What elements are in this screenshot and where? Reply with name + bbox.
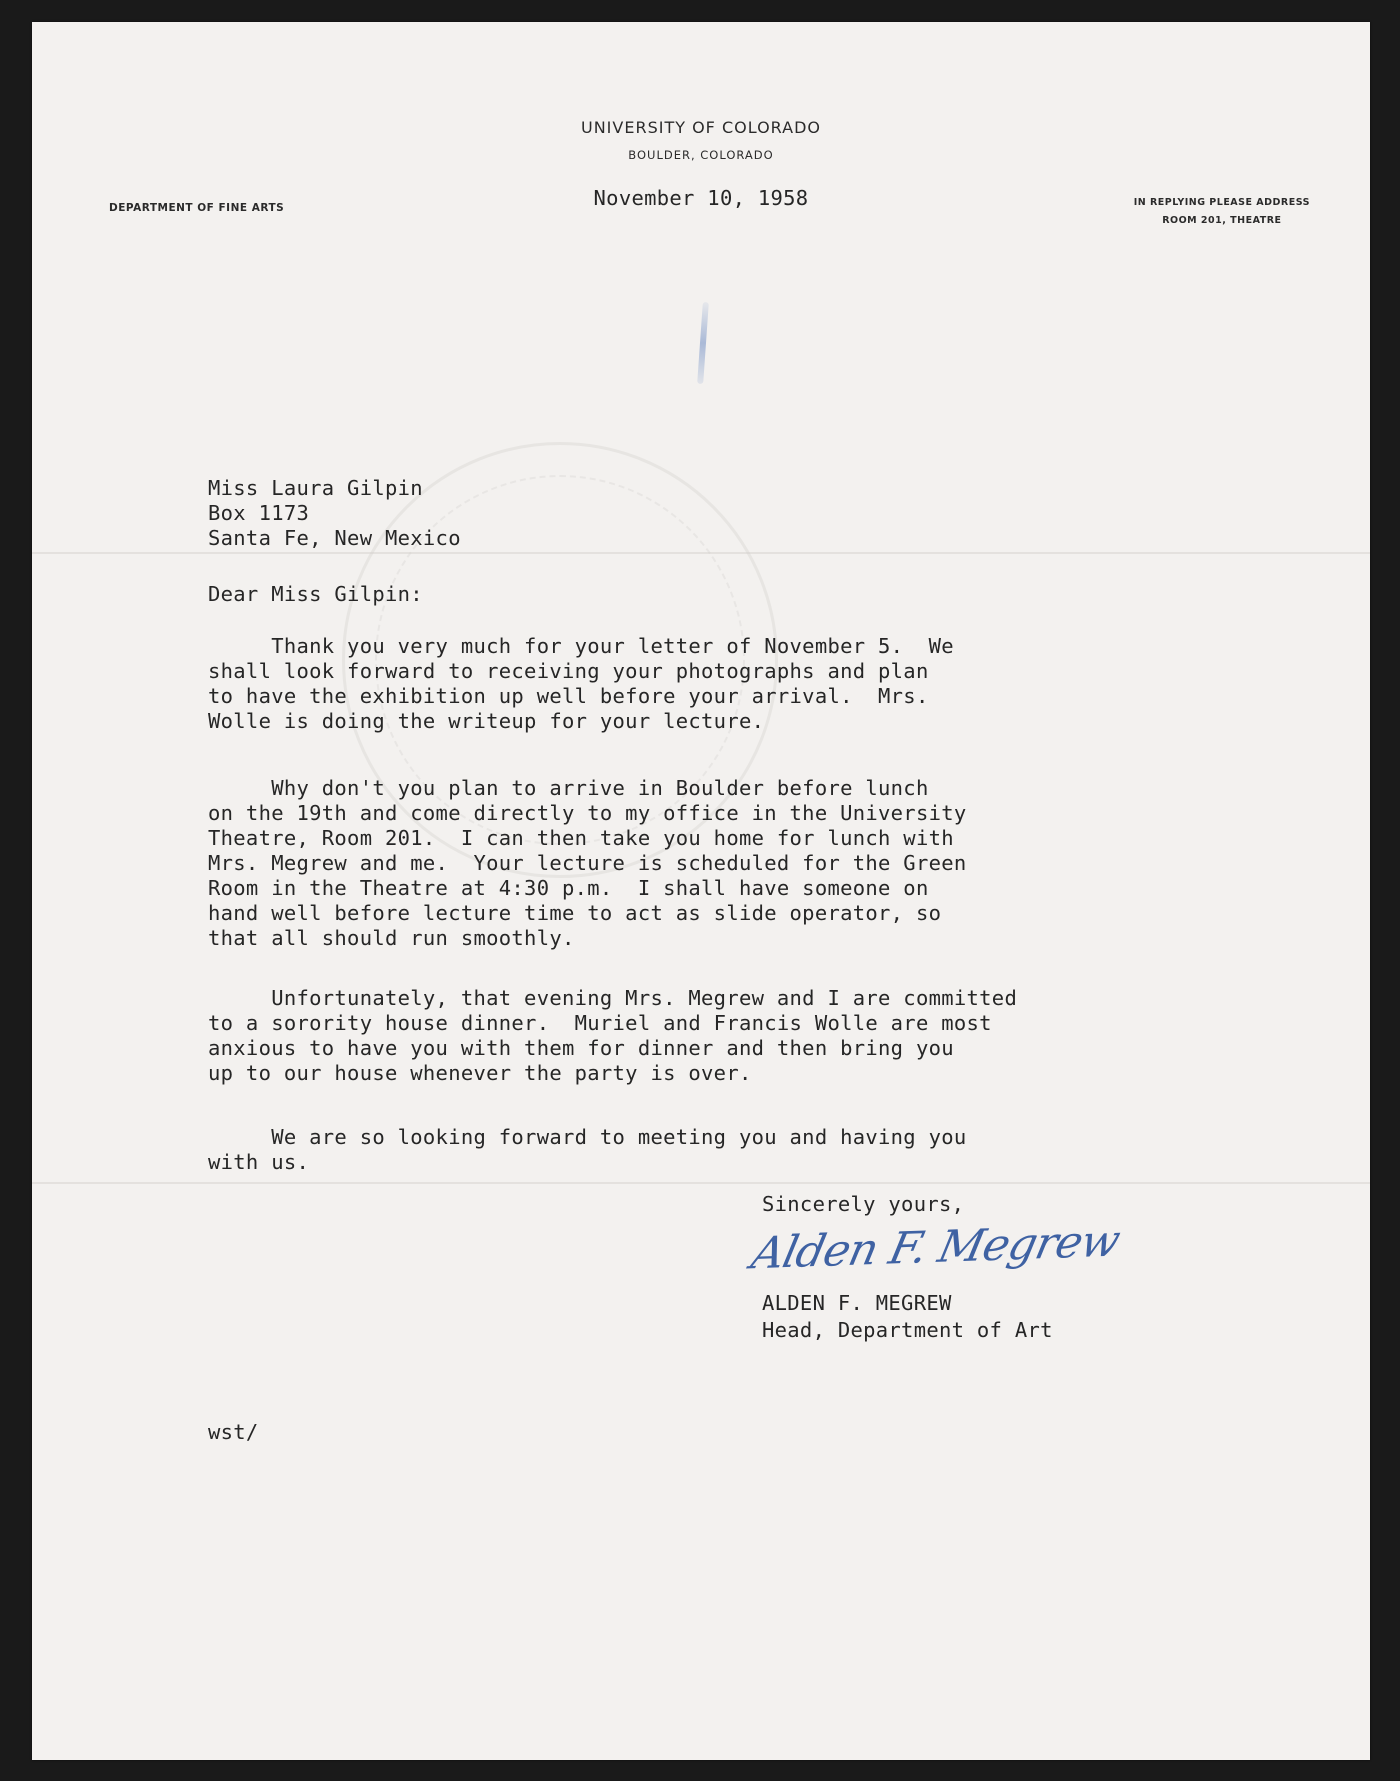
- text-line: on the 19th and come directly to my office in the University: [208, 801, 967, 825]
- recipient-address: [208, 476, 461, 551]
- text-line: hand well before lecture time to act as slide operator, so: [208, 901, 942, 925]
- handwritten-signature: Alden F. Megrew: [747, 1215, 1124, 1280]
- signer-name: ALDEN F. MEGREW: [762, 1291, 952, 1315]
- recipient-box: Box 1173: [208, 501, 310, 525]
- text-line: We are so looking forward to meeting you and having you: [208, 1125, 967, 1149]
- salutation: Dear Miss Gilpin:: [208, 582, 423, 606]
- text-line: that all should run smoothly.: [208, 926, 575, 950]
- paragraph-1: [208, 634, 954, 734]
- letterhead-university: UNIVERSITY OF COLORADO: [581, 118, 821, 137]
- text-line: Unfortunately, that evening Mrs. Megrew and I are committed: [208, 986, 1018, 1010]
- text-line: Thank you very much for your letter of November 5. We: [208, 634, 954, 658]
- closing-text: Sincerely yours,: [762, 1192, 965, 1216]
- letterhead-city: BOULDER, COLORADO: [628, 148, 774, 162]
- text-line: Wolle is doing the writeup for your lecture.: [208, 709, 765, 733]
- fold-line: [32, 1182, 1370, 1184]
- text-line: anxious to have you with them for dinner and then bring you: [208, 1036, 954, 1060]
- reply-line-1: IN REPLYING PLEASE ADDRESS: [1133, 197, 1310, 208]
- typist-initials: wst/: [208, 1420, 259, 1444]
- text-line: Room in the Theatre at 4:30 p.m. I shall have someone on: [208, 876, 929, 900]
- ink-mark: [697, 302, 709, 384]
- text-line: with us.: [208, 1150, 310, 1174]
- letterhead-department: DEPARTMENT OF FINE ARTS: [109, 202, 285, 214]
- letter-date: November 10, 1958: [593, 186, 809, 210]
- text-line: to a sorority house dinner. Muriel and Francis Wolle are most: [208, 1011, 992, 1035]
- text-line: to have the exhibition up well before your arrival. Mrs.: [208, 684, 929, 708]
- text-line: Why don't you plan to arrive in Boulder before lunch: [208, 776, 929, 800]
- recipient-city: Santa Fe, New Mexico: [208, 526, 461, 550]
- paragraph-4: [208, 1125, 967, 1175]
- closing: [762, 1192, 964, 1216]
- paragraph-3: [208, 986, 1017, 1086]
- reply-line-2: ROOM 201, THEATRE: [1162, 215, 1282, 226]
- text-line: shall look forward to receiving your photographs and plan: [208, 659, 929, 683]
- letter-page: [32, 22, 1370, 1760]
- text-line: Mrs. Megrew and me. Your lecture is scheduled for the Green: [208, 851, 967, 875]
- signer-block: [762, 1290, 1053, 1344]
- signer-title: Head, Department of Art: [762, 1318, 1053, 1342]
- recipient-name: Miss Laura Gilpin: [208, 476, 423, 500]
- text-line: up to our house whenever the party is over.: [208, 1061, 752, 1085]
- paragraph-2: [208, 776, 967, 951]
- text-line: Theatre, Room 201. I can then take you home for lunch with: [208, 826, 954, 850]
